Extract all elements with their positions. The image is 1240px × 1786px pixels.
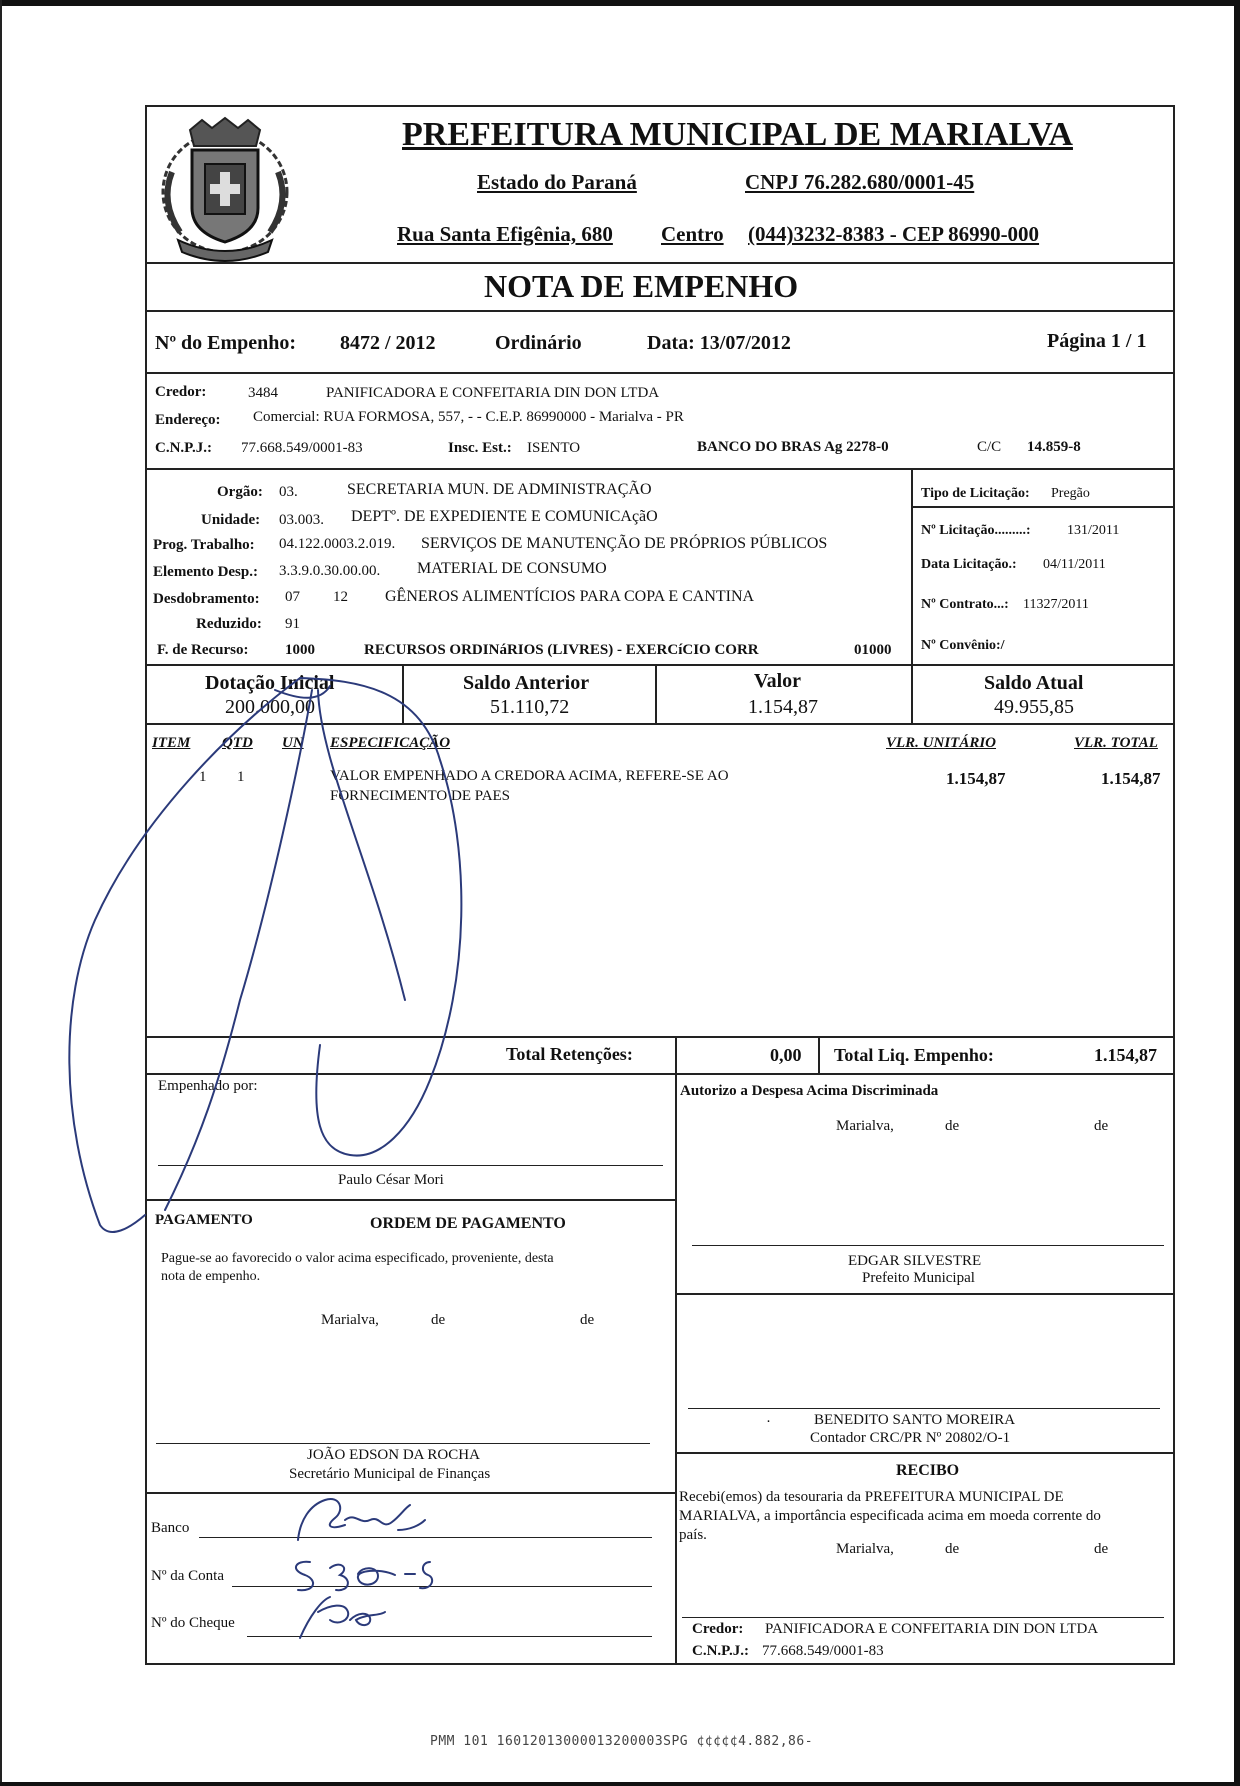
institution-cnpj: CNPJ 76.282.680/0001-45 (745, 170, 975, 194)
recibo-de-1: de (945, 1541, 960, 1557)
tipo-licitacao-value: Pregão (1051, 486, 1090, 501)
divider (145, 468, 1175, 470)
dotacao-inicial-label: Dotação Inicial (205, 672, 335, 694)
desdobramento-code-2: 12 (333, 589, 348, 605)
recurso-name: RECURSOS ORDINáRIOS (LIVRES) - EXERCíCIO CORR (364, 642, 759, 658)
divider (675, 1293, 1175, 1295)
prefeito-role: Prefeito Municipal (862, 1270, 975, 1286)
credor-name: PANIFICADORA E CONFEITARIA DIN DON LTDA (326, 385, 660, 401)
contrato-label: Nº Contrato...: (921, 597, 1009, 612)
unidade-code: 03.003. (279, 512, 324, 528)
divider (145, 1492, 675, 1494)
item-quantity: 1 (237, 769, 245, 785)
divider (402, 664, 404, 724)
divider (145, 310, 1175, 312)
signature-line (688, 1408, 1160, 1409)
pagamento-text-1: Pague-se ao favorecido o valor acima especificado, proveniente, desta (161, 1251, 554, 1266)
divider (818, 1036, 820, 1074)
coat-of-arms-icon (150, 112, 300, 264)
recibo-de-2: de (1094, 1541, 1109, 1557)
secretario-role: Secretário Municipal de Finanças (289, 1466, 491, 1482)
saldo-anterior-value: 51.110,72 (490, 696, 570, 718)
credor-code: 3484 (248, 385, 278, 401)
pagamento-city: Marialva, (321, 1312, 379, 1328)
pagamento-label: PAGAMENTO (155, 1212, 253, 1228)
scan-edge-right (1234, 0, 1240, 1786)
autorizo-de-2: de (1094, 1118, 1109, 1134)
signature-line (158, 1165, 663, 1166)
prefeito-name: EDGAR SILVESTRE (848, 1253, 982, 1269)
prog-code: 04.122.0003.2.019. (279, 536, 396, 552)
unidade-name: DEPTº. DE EXPEDIENTE E COMUNICAçãO (351, 508, 658, 525)
pagamento-text-2: nota de empenho. (161, 1269, 261, 1284)
item-spec-line-2: FORNECIMENTO DE PAES (330, 788, 511, 804)
orgao-name: SECRETARIA MUN. DE ADMINISTRAÇÃO (347, 481, 652, 498)
signature-line (682, 1617, 1164, 1618)
item-number: 1 (199, 769, 207, 785)
orgao-code: 03. (279, 484, 298, 500)
licitacao-number: 131/2011 (1067, 523, 1120, 538)
saldo-atual-label: Saldo Atual (984, 672, 1084, 694)
divider (145, 723, 1175, 725)
empenho-type: Ordinário (495, 332, 582, 354)
item-column-header: ITEM (152, 735, 191, 751)
institution-street: Rua Santa Efigênia, 680 (397, 222, 613, 246)
recibo-city: Marialva, (836, 1541, 894, 1557)
divider (145, 1073, 1175, 1075)
empenhado-por-name: Paulo César Mori (338, 1172, 444, 1188)
divider (675, 1452, 1175, 1454)
valor-label: Valor (754, 670, 802, 692)
document-title: NOTA DE EMPENHO (484, 268, 799, 304)
recibo-text-3: país. (679, 1527, 707, 1543)
autorizo-city: Marialva, (836, 1118, 894, 1134)
elemento-name: MATERIAL DE CONSUMO (417, 560, 607, 577)
divider (145, 1199, 675, 1201)
licitacao-number-label: Nº Licitação.........: (921, 523, 1031, 538)
bank-info: BANCO DO BRAS Ag 2278-0 (697, 439, 889, 455)
insc-label: Insc. Est.: (448, 440, 512, 456)
item-unit-value: 1.154,87 (946, 769, 1006, 788)
ordem-pagamento-title: ORDEM DE PAGAMENTO (370, 1215, 566, 1232)
liquido-label: Total Liq. Empenho: (834, 1045, 994, 1065)
recibo-text-1: Recebi(emos) da tesouraria da PREFEITURA MUNICIPAL DE (679, 1489, 1064, 1505)
recurso-code-2: 01000 (854, 642, 892, 658)
reduzido-value: 91 (285, 616, 300, 632)
recibo-credor-name: PANIFICADORA E CONFEITARIA DIN DON LTDA (765, 1621, 1099, 1637)
contrato-value: 11327/2011 (1023, 597, 1089, 612)
divider (655, 664, 657, 724)
scan-edge-left (0, 0, 2, 1786)
signature-line (156, 1443, 650, 1444)
desdobramento-code-1: 07 (285, 589, 300, 605)
scan-edge-bottom (0, 1782, 1240, 1786)
divider (145, 1036, 1175, 1038)
recibo-cnpj: 77.668.549/0001-83 (762, 1643, 884, 1659)
recibo-text-2: MARIALVA, a importância especificada acima em moeda corrente do (679, 1508, 1101, 1524)
item-spec-line-1: VALOR EMPENHADO A CREDORA ACIMA, REFERE-SE AO (330, 768, 729, 784)
prog-name: SERVIÇOS DE MANUTENÇÃO DE PRÓPRIOS PÚBLICOS (421, 535, 828, 552)
retencoes-label: Total Retenções: (506, 1044, 633, 1064)
orgao-label: Orgão: (217, 484, 263, 500)
saldo-atual-value: 49.955,85 (994, 696, 1074, 718)
cheque-label: Nº do Cheque (151, 1615, 235, 1631)
un-column-header: UN (282, 735, 304, 751)
elemento-code: 3.3.9.0.30.00.00. (279, 563, 381, 579)
empenho-number: 8472 / 2012 (340, 332, 436, 354)
saldo-anterior-label: Saldo Anterior (463, 672, 590, 694)
item-total-value: 1.154,87 (1101, 769, 1161, 788)
conta-label: Nº da Conta (151, 1568, 224, 1584)
banco-label: Banco (151, 1520, 190, 1536)
secretario-name: JOÃO EDSON DA ROCHA (307, 1447, 480, 1463)
tipo-licitacao-label: Tipo de Licitação: (921, 486, 1030, 501)
banco-field-line (199, 1537, 652, 1538)
institution-district: Centro (661, 222, 724, 246)
qtd-column-header: QTD (222, 735, 253, 751)
dotacao-inicial-value: 200.000,00 (225, 696, 315, 718)
scan-edge-top (0, 0, 1240, 6)
contador-role: Contador CRC/PR Nº 20802/O-1 (810, 1430, 1011, 1446)
recibo-cnpj-label: C.N.P.J.: (692, 1643, 749, 1659)
divider (145, 372, 1175, 374)
desdobramento-name: GÊNEROS ALIMENTÍCIOS PARA COPA E CANTINA (385, 588, 755, 605)
signature-line (692, 1245, 1164, 1246)
empenhado-por-label: Empenhado por: (158, 1078, 258, 1094)
contador-name: BENEDITO SANTO MOREIRA (814, 1412, 1016, 1428)
divider (675, 1073, 677, 1665)
divider (145, 664, 1175, 666)
unit-value-column-header: VLR. UNITÁRIO (886, 735, 997, 751)
cnpj-label: C.N.P.J.: (155, 440, 212, 456)
empenho-number-label: Nº do Empenho: (155, 332, 297, 354)
desdobramento-label: Desdobramento: (153, 591, 260, 607)
cc-value: 14.859-8 (1027, 439, 1081, 455)
cc-label: C/C (977, 439, 1002, 455)
autorizo-de-1: de (945, 1118, 960, 1134)
licitacao-date-label: Data Licitação.: (921, 557, 1017, 572)
valor-value: 1.154,87 (748, 696, 818, 718)
credor-cnpj: 77.668.549/0001-83 (241, 440, 363, 456)
bullet: · (766, 1414, 771, 1430)
pagamento-de-2: de (580, 1312, 595, 1328)
footer-print-code: PMM 101 16012013000013200003SPG ¢¢¢¢¢4.882,86- (430, 1734, 814, 1749)
recurso-code: 1000 (285, 642, 315, 658)
liquido-value: 1.154,87 (1094, 1045, 1157, 1065)
unidade-label: Unidade: (201, 512, 261, 528)
divider (675, 1036, 677, 1074)
conta-field-line (232, 1586, 652, 1587)
recibo-title: RECIBO (896, 1462, 960, 1479)
insc-value: ISENTO (527, 440, 581, 456)
divider (911, 506, 1175, 508)
credor-label: Credor: (155, 384, 207, 400)
licitacao-date: 04/11/2011 (1043, 557, 1106, 572)
state-name: Estado do Paraná (477, 170, 637, 194)
pagamento-de-1: de (431, 1312, 446, 1328)
address-label: Endereço: (155, 412, 221, 428)
recibo-credor-label: Credor: (692, 1621, 744, 1637)
page-number: Página 1 / 1 (1047, 330, 1147, 352)
spec-column-header: ESPECIFICAÇÃO (330, 735, 451, 751)
institution-title: PREFEITURA MUNICIPAL DE MARIALVA (402, 116, 1073, 153)
divider (911, 664, 913, 724)
credor-address: Comercial: RUA FORMOSA, 557, - - C.E.P. 86990000 - Marialva - PR (253, 409, 684, 425)
institution-phone-cep: (044)3232-8383 - CEP 86990-000 (748, 222, 1040, 246)
reduzido-label: Reduzido: (196, 616, 262, 632)
empenho-date: Data: 13/07/2012 (647, 332, 791, 354)
divider (911, 468, 913, 664)
convenio-label: Nº Convênio:/ (921, 638, 1005, 653)
recurso-label: F. de Recurso: (157, 642, 249, 658)
divider (145, 262, 1175, 264)
retencoes-value: 0,00 (770, 1045, 802, 1065)
elemento-label: Elemento Desp.: (153, 564, 258, 580)
total-value-column-header: VLR. TOTAL (1074, 735, 1158, 751)
autorizo-label: Autorizo a Despesa Acima Discriminada (680, 1083, 939, 1099)
prog-label: Prog. Trabalho: (153, 537, 255, 553)
cheque-field-line (247, 1636, 652, 1637)
